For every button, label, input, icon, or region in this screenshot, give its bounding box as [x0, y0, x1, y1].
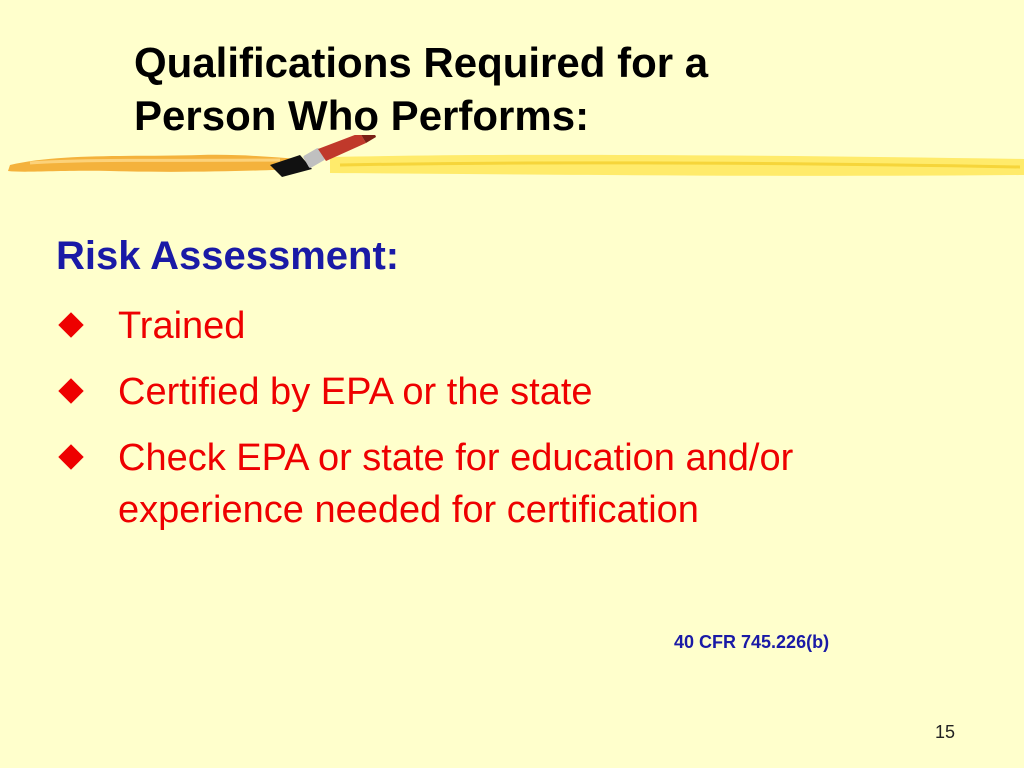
slide-title: [134, 36, 954, 142]
diamond-bullet-icon: [58, 312, 83, 337]
slide-title-line-1: Qualifications Required for a: [134, 39, 709, 86]
diamond-bullet-icon: [58, 378, 83, 403]
citation: 40 CFR 745.226(b): [674, 632, 830, 652]
bullet-item: [56, 300, 976, 352]
diamond-bullet-icon: [58, 444, 83, 469]
bullet-item: [56, 432, 976, 536]
bullet-text: Trained: [118, 305, 246, 347]
slide-title-line-2: Person Who Performs:: [134, 92, 590, 139]
bullet-text: Check EPA or state for education and/or experience needed for certification: [118, 437, 794, 531]
paint-stroke-divider: [0, 135, 1024, 185]
bullet-list: [56, 300, 976, 550]
section-heading: Risk Assessment:: [56, 234, 400, 278]
bullet-item: [56, 366, 976, 418]
page-number: 15: [935, 722, 956, 742]
bullet-text: Certified by EPA or the state: [118, 371, 593, 413]
